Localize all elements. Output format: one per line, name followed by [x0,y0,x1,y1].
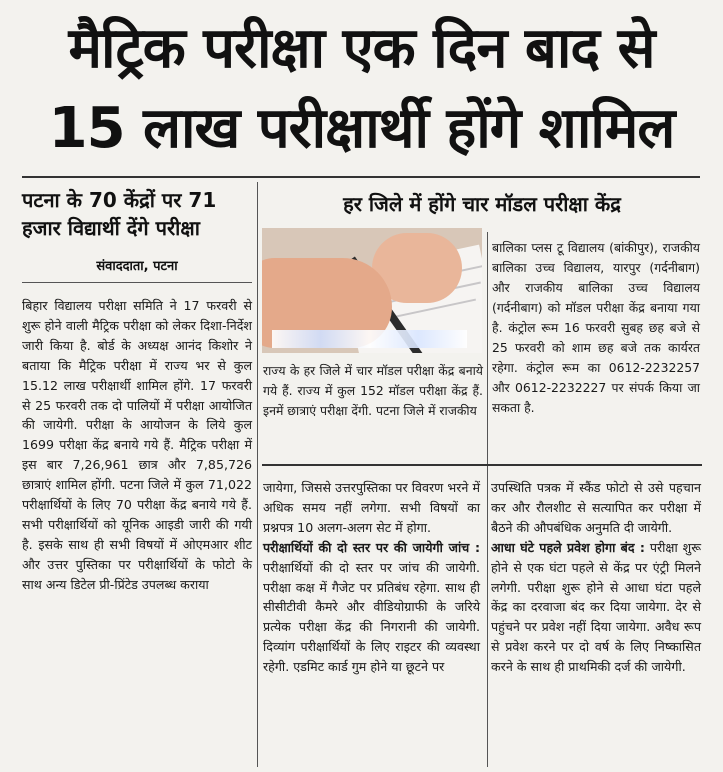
middle-section-heading: परीक्षार्थियों की दो स्तर पर की जायेगी जांच : [263,539,480,555]
box-right-text: बालिका प्लस टू विद्यालय (बांकीपुर), राजकीय बालिका उच्च विद्यालय, यारपुर (गर्दनीबाग) और राजकीय बालिका उच्च विद्यालय (गर्दनीबाग) को मॉडल परीक्षा केंद्र बनाया गया है. कंट्रोल रूम 16 फरवरी सुबह छह बजे से 25 फरवरी को शाम छह बजे तक कार्यरत रहेगा. कंट्रोल रूम का 0612-2232257 और 0612-2232227 पर संपर्क किया जा सकता है. [492,240,700,415]
photo-caption [272,330,467,348]
middle-para-2: परीक्षार्थियों की दो स्तर पर जांच की जायेगी. परीक्षा कक्ष में गैजेट पर प्रतिबंध रहेगा. साथ ही सीसीटीवी कैमरे और वीडियोग्राफी के जरिये प्रत्येक परीक्षा केंद्र की निगरानी की जायेगी. दिव्यांग परीक्षार्थियों के लिए राइटर की व्यवस्था रहेगी. एडमिट कार्ड गुम होने या छूटने पर [263,559,480,675]
column-divider-left [257,182,258,767]
exam-photo [262,228,482,353]
headline-line-2: 15 लाख परीक्षार्थी होंगे शामिल [48,96,675,161]
right-column [491,478,701,677]
box-bottom-rule [262,464,702,466]
right-para-1: उपस्थिति पत्रक में स्कैंड फोटो से उसे पहचान कर और रौलशीट से सत्यापित कर परीक्षा में बैठने की औपबंधिक अनुमति दी जायेगी. [491,480,701,535]
middle-column [263,478,480,677]
middle-para-1: जायेगा, जिससे उत्तरपुस्तिका पर विवरण भरने में अधिक समय नहीं लगेगा. सभी विषयों का प्रश्नपत्र 10 अलग-अलग सेट में होगा. [263,480,480,535]
headline-line-1: मैट्रिक परीक्षा एक दिन बाद से [68,16,655,81]
right-section-heading: आधा घंटे पहले प्रवेश होगा बंद : [491,539,645,555]
headline-rule [22,176,700,178]
box-subheading: हर जिले में होंगे चार मॉडल परीक्षा केंद्र [343,192,621,216]
left-column-body: बिहार विद्यालय परीक्षा समिति ने 17 फरवरी से शुरू होने वाली मैट्रिक परीक्षा को लेकर दिशा-निर्देश जारी किया है. बोर्ड के अध्यक्ष आनंद किशोर ने बताया कि मैट्रिक परीक्षा में राज्य भर से कुल 15.12 लाख परीक्षार्थी शामिल होंगे. 17 फरवरी से 25 फरवरी तक दो पालियों में परीक्षा आयोजित की जायेगी. परीक्षा के आयोजन के लिये कुल 1699 परीक्षा केंद्र बनाये गये हैं. मैट्रिक परीक्षा में इस बार 7,26,961 छात्र और 7,85,726 छात्राएं शामिल होंगी. पटना जिले में कुल 71,022 परीक्षार्थियों के लिए 70 परीक्षा केंद्र बनाये गये हैं. सभी परीक्षार्थियों को यूनिक आइडी जारी की गयी है. इसके साथ ही सभी विषयों में ओएमआर शीट और उत्तर पुस्तिका पर परीक्षार्थियों के फोटो के साथ अन्य डिटेल प्री-प्रिंटेड उपलब्ध कराया [22,298,252,592]
left-subheading: पटना के 70 केंद्रों पर 71 हजार विद्यार्थी देंगे परीक्षा [22,188,217,240]
column-divider-right [487,232,488,767]
dateline: संवाददाता, पटना [96,259,178,274]
dateline-rule [22,282,252,283]
right-para-2: परीक्षा शुरू होने से एक घंटा पहले से केंद्र पर एंट्री मिलने लगेगी. परीक्षा शुरू होने से आधा घंटा पहले केंद्र का दरवाजा बंद कर दिया जायेगा. देर से पहुंचने पर प्रवेश नहीं दिया जायेगा. अवैध रूप से प्रवेश करने पर दो वर्ष के लिए निष्कासित करने के साथ ही प्राथमिकी दर्ज की जायेगी. [491,539,701,675]
box-mid-text: राज्य के हर जिले में चार मॉडल परीक्षा केंद्र बनाये गये हैं. राज्य में कुल 152 मॉडल परीक्षा केंद्र हैं. इनमें छात्राएं परीक्षा देंगी. पटना जिले में राजकीय [263,363,483,418]
